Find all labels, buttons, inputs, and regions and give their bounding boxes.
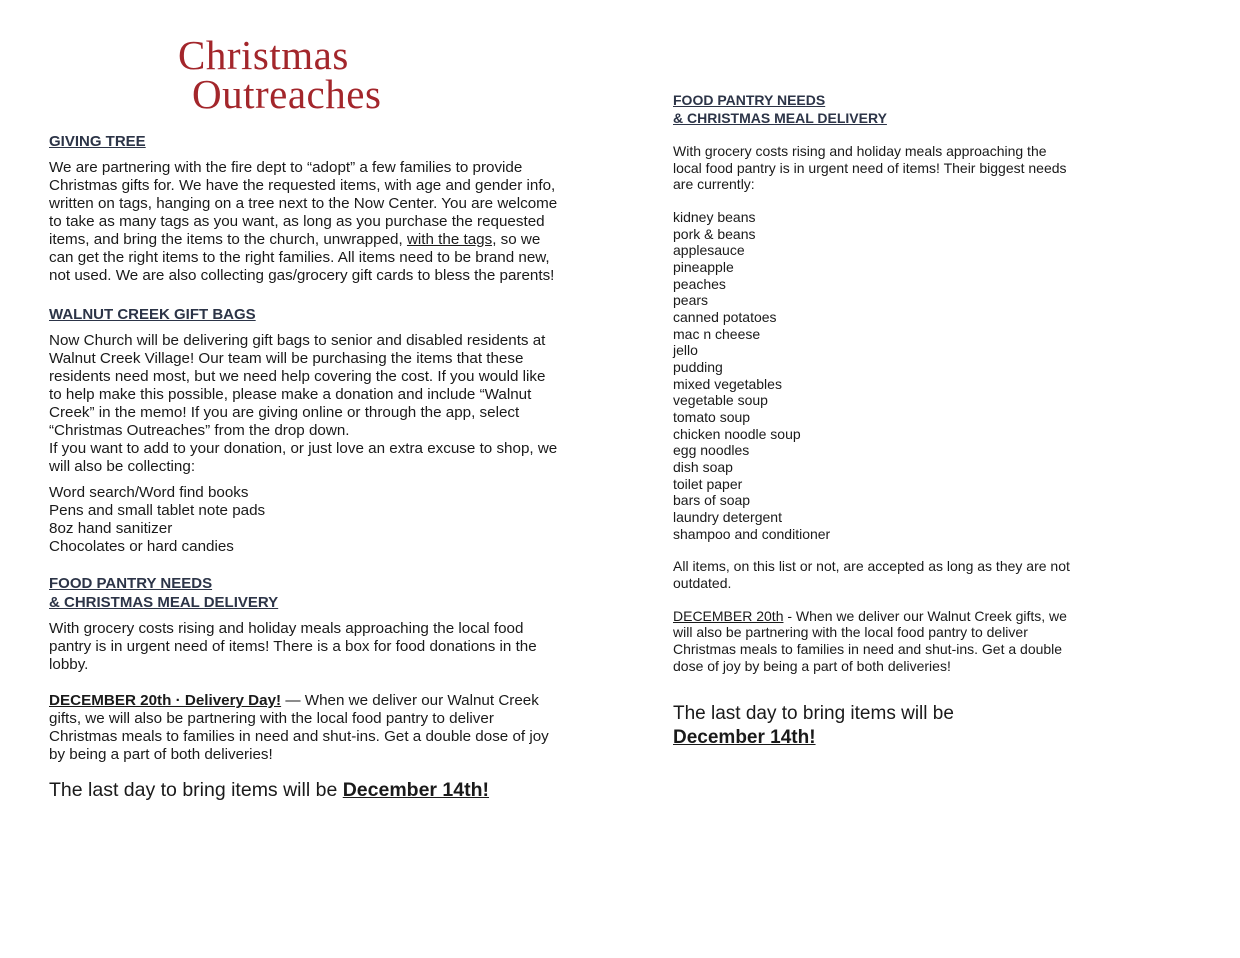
right-column: [673, 91, 1073, 750]
right-delivery-date: DECEMBER 20th: [673, 607, 784, 624]
list-item: mixed vegetables: [673, 375, 782, 392]
right-food-pantry-heading-line-2: & CHRISTMAS MEAL DELIVERY: [673, 110, 887, 126]
gift-bags-paragraph-1: Now Church will be delivering gift bags to senior and disabled residents at Walnut Creek Village! Our team will be purchasing the items that these residents need most, but we need help covering the cost. If you would like to help make this possible, please make a donation and include “Walnut Creek” in the memo! If you are giving online or through the app, select “Christmas Outreaches” from the drop down.: [49, 332, 546, 439]
delivery-day-paragraph: DECEMBER 20th · Delivery Day! — When we deliver our Walnut Creek gifts, we will also be partnering with the local food pantry to deliver Christmas meals to families in need and shut-ins. Get a double dose of joy by being a part of both deliveries!: [49, 692, 549, 763]
delivery-day-label: DECEMBER 20th · Delivery Day!: [49, 692, 282, 709]
list-item: mac n cheese: [673, 325, 761, 342]
right-last-day-text: The last day to bring items will be: [673, 703, 954, 725]
last-day-date: December 14th!: [342, 779, 490, 801]
pantry-needs-list: [673, 209, 1073, 542]
list-item: shampoo and conditioner: [673, 525, 831, 542]
list-item: 8oz hand sanitizer: [49, 520, 173, 537]
page-title: [178, 32, 382, 117]
food-pantry-paragraph: With grocery costs rising and holiday meals approaching the local food pantry is in urgent need of items! There is a box for food donations in the lobby.: [49, 620, 537, 673]
list-item: pears: [673, 292, 709, 309]
list-item: Pens and small tablet note pads: [49, 502, 266, 519]
left-column: [49, 132, 561, 802]
giving-tree-paragraph: We are partnering with the fire dept to “adopt” a few families to provide Christmas gifts for. We have the requested items, with age and gender info, written on tags, hanging on a tree next to the Now Center. You are welcome to take as many tags as you want, as long as you purchase the requested items, and bring the items to the church, unwrapped, with the tags, so we can get the right items to the right families. All items need to be brand new, not used. We are also collecting gas/grocery gift cards to bless the parents!: [49, 159, 558, 284]
right-intro-paragraph: With grocery costs rising and holiday meals approaching the local food pantry is in urgent need of items! Their biggest needs are currently:: [673, 143, 1067, 193]
list-item: tomato soup: [673, 408, 751, 425]
list-item: Chocolates or hard candies: [49, 538, 234, 555]
food-pantry-heading-line-2: & CHRISTMAS MEAL DELIVERY: [49, 594, 279, 611]
list-item: dish soap: [673, 458, 733, 475]
list-item: egg noodles: [673, 442, 750, 459]
right-last-day-date: December 14th!: [673, 727, 816, 749]
list-item: Word search/Word find books: [49, 484, 249, 501]
giving-tree-heading: GIVING TREE: [49, 133, 146, 150]
list-item: kidney beans: [673, 209, 756, 226]
list-item: canned potatoes: [673, 309, 777, 326]
title-line-2: Outreaches: [192, 71, 382, 117]
list-item: laundry detergent: [673, 508, 782, 525]
list-item: bars of soap: [673, 492, 751, 509]
title-line-1: Christmas: [178, 32, 349, 78]
list-item: vegetable soup: [673, 392, 768, 409]
gift-bags-heading: WALNUT CREEK GIFT BAGS: [49, 306, 256, 323]
list-item: chicken noodle soup: [673, 425, 801, 442]
list-item: peaches: [673, 275, 726, 292]
list-item: pineapple: [673, 259, 734, 276]
with-the-tags-emphasis: with the tags,: [406, 231, 497, 248]
list-item: applesauce: [673, 242, 745, 259]
last-day-notice: The last day to bring items will be December 14th!: [49, 779, 490, 801]
food-pantry-heading-line-1: FOOD PANTRY NEEDS: [49, 575, 213, 592]
gift-bags-paragraph-2: If you want to add to your donation, or just love an extra excuse to shop, we will also be collecting:: [49, 440, 558, 475]
list-item: pudding: [673, 359, 723, 376]
right-food-pantry-heading-line-1: FOOD PANTRY NEEDS: [673, 92, 826, 108]
list-item: toilet paper: [673, 475, 743, 492]
right-delivery-paragraph: DECEMBER 20th - When we deliver our Walnut Creek gifts, we will also be partnering with the local food pantry to deliver Christmas meals to families in need and shut-ins. Get a double dose of joy by being a part of both deliveries!: [673, 607, 1067, 674]
accepted-note: All items, on this list or not, are accepted as long as they are not outdated.: [673, 558, 1070, 591]
gift-bags-item-list: [49, 484, 561, 556]
list-item: pork & beans: [673, 225, 756, 242]
list-item: jello: [673, 342, 698, 359]
